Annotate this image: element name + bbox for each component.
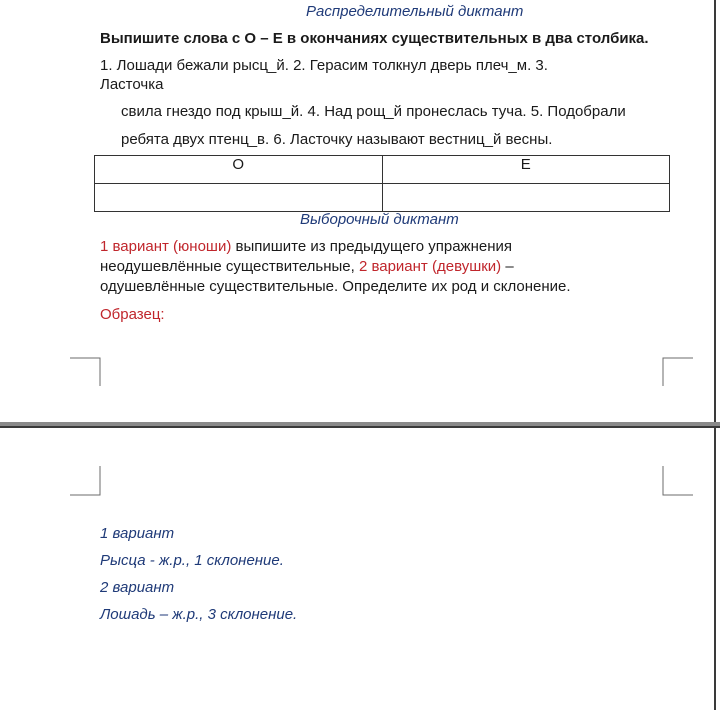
table-cell [382, 184, 670, 212]
document-page-2 [0, 428, 716, 710]
table-header-e: Е [382, 156, 670, 184]
variant-2-example: Лошадь – ж.р., 3 склонение. [100, 606, 298, 623]
variant-2-label: 2 вариант (девушки) [358, 258, 502, 275]
sentences-line-2: Ласточка [100, 76, 164, 93]
sentences-line-4: ребята двух птенц_в. 6. Ласточку называют вестниц_й весны. [121, 131, 553, 148]
answer-table [94, 155, 670, 212]
sentences-line-3: свила гнездо под крыш_й. 4. Над рощ_й пронеслась туча. 5. Подобрали [121, 103, 626, 120]
inanimate-nouns-text: неодушевлённые существительные, [100, 258, 359, 275]
dash: – [501, 258, 514, 275]
section-title-distributive-dictation: Распределительный диктант [306, 3, 524, 20]
margin-corner-mark-left [70, 357, 102, 387]
variant-2-heading: 2 вариант [100, 579, 175, 596]
variant-instruction-line-3: одушевлённые существительные. Определите их род и склонение. [100, 278, 571, 295]
section-title-selective-dictation: Выборочный диктант [300, 211, 459, 228]
variant-1-text: выпишите из предыдущего упражнения [231, 238, 512, 255]
variant-1-heading: 1 вариант [100, 525, 175, 542]
margin-corner-mark-right [662, 466, 694, 496]
variant-instruction-line-2 [100, 257, 514, 277]
variant-1-example: Рысца - ж.р., 1 склонение. [100, 552, 284, 569]
margin-corner-mark-right [662, 357, 694, 387]
variant-instruction-line-1 [100, 237, 512, 257]
table-header-o: О [95, 156, 383, 184]
margin-corner-mark-left [70, 466, 102, 496]
sentences-line-1: 1. Лошади бежали рысц_й. 2. Герасим толкнул дверь плеч_м. 3. [100, 57, 548, 74]
variant-1-label: 1 вариант (юноши) [100, 238, 232, 255]
table-cell [95, 184, 383, 212]
task-instruction: Выпишите слова с О – Е в окончаниях существительных в два столбика. [100, 30, 649, 47]
sample-label: Образец: [100, 306, 165, 323]
